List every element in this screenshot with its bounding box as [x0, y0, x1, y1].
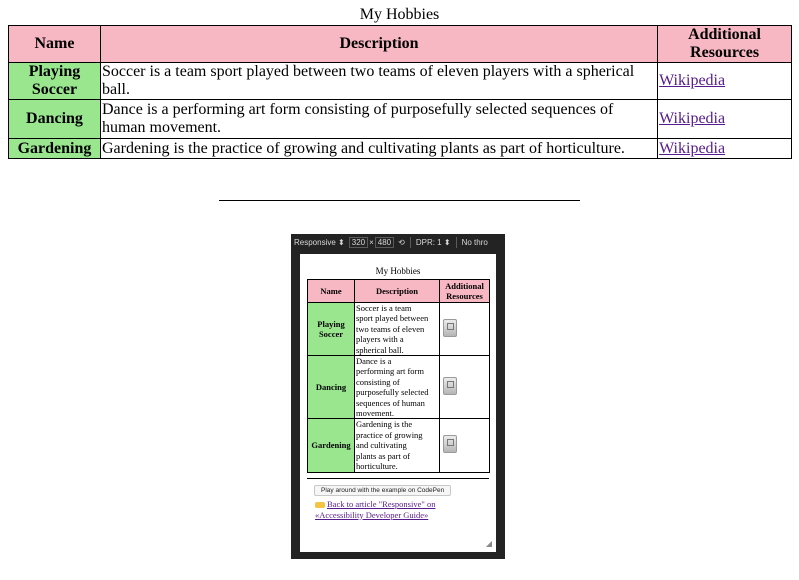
hobbies-table — [8, 25, 792, 159]
toolbar-divider — [456, 237, 457, 248]
row-resource-cell — [658, 100, 792, 139]
wikipedia-link[interactable]: Wikipedia — [659, 110, 726, 127]
throttle-select[interactable]: No thro — [461, 238, 488, 247]
mini-resource-cell — [440, 419, 490, 472]
responsive-device-preview — [291, 234, 505, 559]
mini-resource-cell — [440, 356, 490, 419]
mini-col-header-resources: Additional Resources — [440, 280, 490, 303]
row-header-name: Dancing — [9, 100, 101, 139]
codepen-button[interactable]: Play around with the example on CodePen — [314, 485, 451, 496]
wikipedia-link[interactable]: Wikipedia — [659, 139, 726, 157]
pointing-hand-icon — [315, 502, 325, 508]
mini-row-description: Dance is a performing art form consisting of purposefully selected sequences of human movement. — [355, 356, 440, 419]
mini-hobbies-table — [307, 279, 490, 473]
col-header-resources: Additional Resources — [658, 26, 792, 63]
broken-image-icon[interactable] — [443, 319, 457, 337]
broken-image-icon[interactable] — [443, 435, 457, 453]
row-description: Dance is a performing art form consisting of purposefully selected sequences of human movement. — [100, 100, 657, 139]
mini-resource-cell — [440, 303, 490, 356]
guide-link[interactable]: «Accessibility Developer Guide» — [315, 509, 429, 520]
width-input[interactable]: 320 — [349, 237, 368, 248]
mini-separator — [307, 478, 489, 479]
devtools-toolbar — [291, 234, 505, 251]
responsive-mode-select[interactable]: Responsive ⬍ — [294, 238, 345, 247]
table-row — [9, 63, 792, 100]
col-header-description: Description — [100, 26, 657, 63]
mini-row-header: Gardening — [308, 419, 355, 472]
row-resource-cell — [658, 63, 792, 100]
toolbar-divider — [410, 237, 411, 248]
mini-table-row — [308, 303, 490, 356]
separator-line — [219, 200, 580, 201]
dpr-select[interactable]: DPR: 1 ⬍ — [415, 238, 451, 247]
mini-table-row — [308, 356, 490, 419]
row-description: Soccer is a team sport played between two teams of eleven players with a spherical ball. — [100, 63, 657, 100]
wikipedia-link[interactable]: Wikipedia — [659, 72, 726, 89]
mini-row-description: Soccer is a team sport played between two teams of eleven players with a spherical ball. — [355, 303, 440, 356]
table-row — [9, 100, 792, 139]
row-header-name: Gardening — [9, 139, 101, 159]
table-row — [9, 139, 792, 159]
mini-header-row — [308, 280, 490, 303]
mini-row-header: Playing Soccer — [308, 303, 355, 356]
height-input[interactable]: 480 — [375, 237, 394, 248]
table-caption: My Hobbies — [359, 6, 440, 23]
resize-handle-icon[interactable]: ◢ — [485, 539, 492, 548]
mini-row-description: Gardening is the practice of growing and cultivating plants as part of horticulture. — [355, 419, 440, 472]
dimension-separator: × — [369, 238, 374, 247]
row-resource-cell — [658, 139, 792, 159]
back-to-article — [315, 499, 496, 521]
mini-row-header: Dancing — [308, 356, 355, 419]
table-header-row — [9, 26, 792, 63]
col-header-name: Name — [9, 26, 101, 63]
broken-image-icon[interactable] — [443, 377, 457, 395]
rotate-icon[interactable]: ⟲ — [398, 238, 405, 247]
mini-table-caption: My Hobbies — [375, 266, 421, 276]
back-to-article-link[interactable]: Back to article "Responsive" on — [327, 498, 436, 509]
mini-col-header-description: Description — [355, 280, 440, 303]
row-description: Gardening is the practice of growing and cultivating plants as part of horticulture. — [100, 139, 657, 159]
device-viewport — [300, 254, 496, 552]
mini-col-header-name: Name — [308, 280, 355, 303]
mini-table-row — [308, 419, 490, 472]
row-header-name: Playing Soccer — [9, 63, 101, 100]
